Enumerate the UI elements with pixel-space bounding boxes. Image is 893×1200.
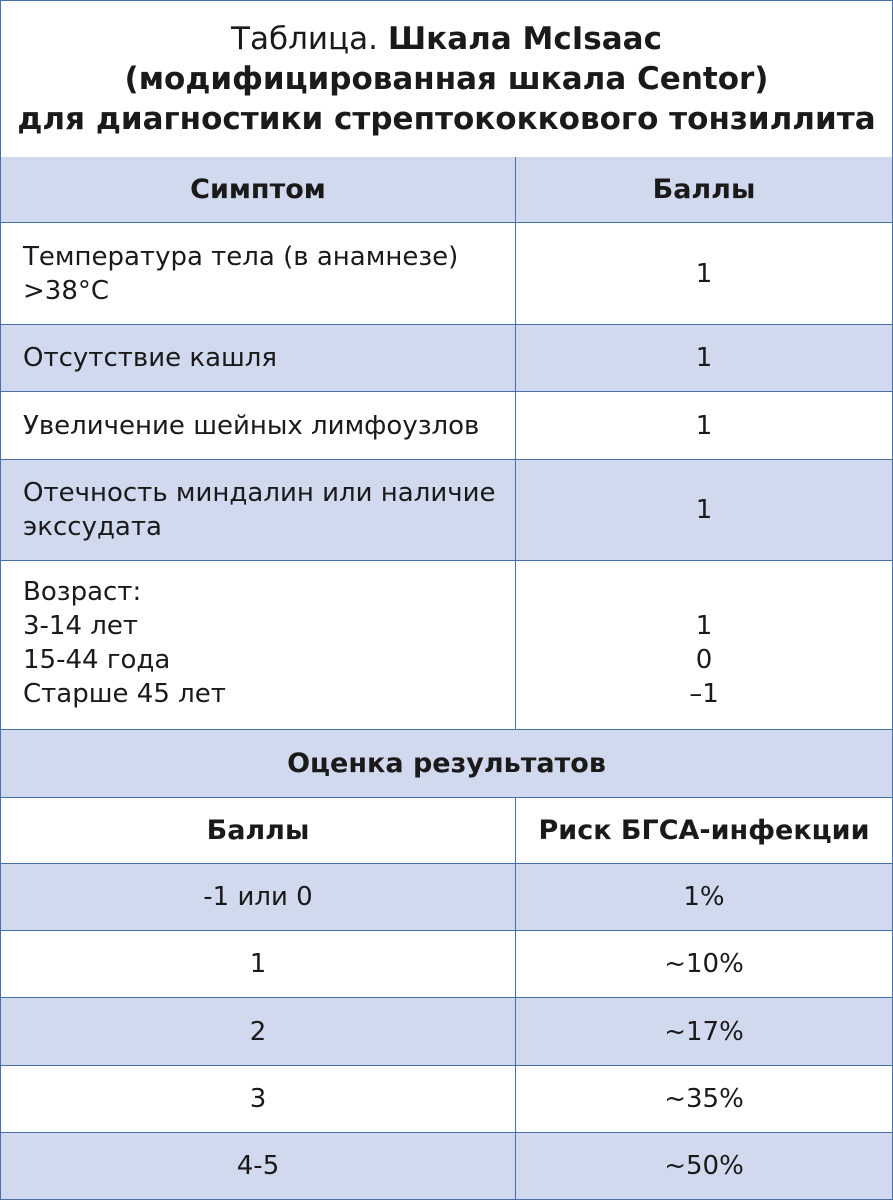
result-points-cell: -1 или 0 xyxy=(203,882,313,912)
symptom-line: Старше 45 лет xyxy=(23,679,226,709)
risk-cell: ~50% xyxy=(515,1133,892,1199)
results-header-row xyxy=(1,798,892,864)
table-row xyxy=(1,460,892,561)
title-line-3: для диагностики стрептококкового тонзиллита xyxy=(17,101,876,137)
title-scale-name: Шкала McIsaac xyxy=(387,21,662,57)
symptom-cell: Увеличение шейных лимфоузлов xyxy=(23,410,480,441)
result-points-cell: 4-5 xyxy=(236,1151,280,1181)
header-risk: Риск БГСА-инфекции xyxy=(515,798,892,863)
risk-cell: ~10% xyxy=(515,931,892,997)
symptom-line: Отечность миндалин или наличие xyxy=(23,478,496,508)
header-symptom: Симптом xyxy=(190,174,326,205)
table-row xyxy=(1,931,892,998)
result-points-cell: 1 xyxy=(249,949,267,979)
result-points-cell: 3 xyxy=(249,1084,267,1114)
table-row xyxy=(1,1066,892,1133)
points-cell: 1 xyxy=(515,325,892,391)
points-line: 0 xyxy=(695,645,713,675)
results-title-row xyxy=(1,730,892,798)
points-cell: 1 xyxy=(515,392,892,459)
symptom-line: 3-14 лет xyxy=(23,611,139,641)
table-row xyxy=(1,1133,892,1199)
table-row xyxy=(1,561,892,730)
risk-cell: ~17% xyxy=(515,998,892,1065)
title-line-2: (модифицированная шкала Centor) xyxy=(124,61,769,97)
points-cell: 1 xyxy=(515,223,892,324)
symptom-line: Температура тела (в анамнезе) xyxy=(23,241,459,272)
symptom-cell xyxy=(1,223,515,324)
result-points-cell: 2 xyxy=(249,1016,267,1047)
header-result-points: Баллы xyxy=(206,815,310,846)
risk-cell: ~35% xyxy=(515,1066,892,1132)
risk-cell: 1% xyxy=(515,864,892,930)
symptom-line: экссудата xyxy=(23,512,162,542)
title-line-1 xyxy=(231,19,662,59)
table-row xyxy=(1,223,892,325)
results-title: Оценка результатов xyxy=(287,748,606,779)
table-row xyxy=(1,998,892,1066)
points-cell: 1 xyxy=(515,460,892,560)
table-row xyxy=(1,392,892,460)
points-line: –1 xyxy=(689,679,719,709)
symptom-cell: Отсутствие кашля xyxy=(23,343,278,373)
table-row xyxy=(1,325,892,392)
header-points: Баллы xyxy=(515,157,892,222)
symptom-line: 15-44 года xyxy=(23,645,171,675)
symptom-line: Возраст: xyxy=(23,577,142,607)
points-line: 1 xyxy=(695,611,713,641)
symptom-cell xyxy=(1,460,515,560)
table-title xyxy=(1,1,892,159)
title-prefix: Таблица. xyxy=(231,21,378,57)
points-cell xyxy=(515,561,892,729)
table-row xyxy=(1,864,892,931)
symptoms-header-row xyxy=(1,157,892,223)
symptom-line: >38°С xyxy=(23,275,110,306)
symptom-cell xyxy=(1,561,515,729)
